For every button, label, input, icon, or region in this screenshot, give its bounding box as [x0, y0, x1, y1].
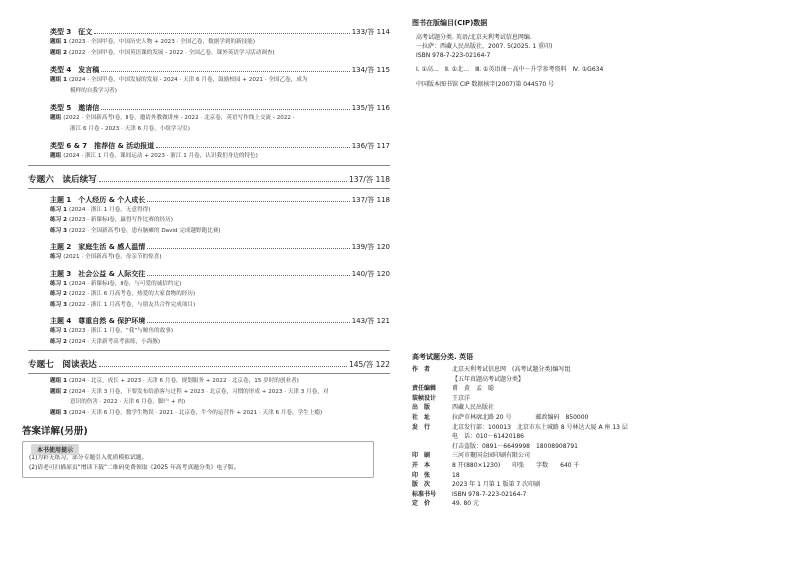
cip-line: 中国版本图书馆 CIP 数据核字(2007)第 044570 号 [416, 81, 555, 89]
colophon-key: 装帧设计 [412, 394, 437, 402]
exercise-tag: 题组 1 [50, 77, 68, 83]
colophon-key [412, 442, 452, 452]
cip-line: ISBN 978-7-223-02164-7 [416, 51, 491, 59]
exercise-text: (2023 · 新课标Ⅰ卷，赢得写作比赛的经历) [69, 217, 173, 223]
colophon-row [412, 490, 782, 500]
colophon-key: 责任编辑 [412, 385, 437, 393]
colophon-key: 版 次 [412, 481, 431, 489]
exercise-tag: 练习 2 [50, 291, 68, 297]
toc-section-entry-label: 类型 4 发言稿 [50, 66, 100, 74]
topic-six-entry-label: 专题六 读后续写 [28, 174, 97, 185]
toc-exercise-line [28, 387, 390, 398]
exercise-tag: 练习 1 [50, 328, 68, 334]
exercise-tag: 题组 3 [50, 409, 68, 416]
toc-theme-entry-leader-dots [147, 248, 349, 249]
topic-seven-entry-label: 专题七 阅读表达 [28, 360, 97, 370]
colophon-value: 三河市聚国金园印刷有限公司 [452, 452, 531, 460]
colophon-block [412, 352, 782, 509]
exercise-tag: 题组 2 [50, 49, 68, 56]
toc-theme-entry-page: 140/答 120 [351, 269, 390, 278]
toc-exercise-line [28, 75, 390, 86]
section-divider [28, 373, 390, 374]
toc-theme-entry-page: 139/答 120 [351, 243, 390, 251]
colophon-row [412, 442, 782, 452]
exercise-text: (2022 · 浙江 6 月高考卷，热爱的大家食物的经历) [69, 291, 196, 297]
exercise-tag: 练习 3 [50, 301, 68, 308]
toc-section-entry-label: 类型 6 & 7 推荐信 & 活动报道 [50, 142, 155, 150]
exercise-tag: 练习 2 [50, 217, 68, 223]
colophon-key: 作 者 [412, 366, 431, 373]
exercise-text: (2024 · 全国甲卷，中国发展的发展 - 2024 · 天津 6 月卷，鼓励校园 + 2021 · 全国乙卷，成为 [69, 77, 308, 83]
colophon-value: ISBN 978-7-223-02164-7 [452, 490, 527, 498]
colophon-key: 印 张 [412, 471, 431, 479]
toc-section-entry-leader-dots [94, 33, 349, 34]
colophon-key: 开 本 [412, 461, 431, 469]
toc-section-entry-page: 133/答 114 [351, 28, 390, 36]
toc-section-entry-page: 136/答 117 [351, 142, 390, 150]
toc-section-entry-leader-dots [101, 109, 349, 110]
toc-theme-entry-page: 137/答 118 [351, 195, 390, 204]
colophon-key: 定 价 [412, 500, 431, 508]
toc-exercise-continuation: 浙江 6 月卷 - 2023 · 天津 6 月卷，小组学习室) [70, 125, 190, 132]
topic-seven-entry-page: 145/答 122 [348, 360, 390, 369]
exercise-text: (2024 · 天津新考高考演练，小海豚) [69, 338, 161, 345]
toc-section-entry[interactable] [28, 99, 390, 113]
cip-line: 高考试题分类. 英语/北京天利考试信息网编. [416, 34, 532, 41]
exercise-text: (2023 · 浙江 1 月卷，“我”与鲸鱼的故事) [69, 328, 174, 334]
exercise-tag: 练习 [50, 254, 62, 260]
topic-six-entry-leader-dots [99, 181, 347, 182]
colophon-value: 西藏人民出版社 [452, 404, 495, 412]
toc-section-entry-page: 135/答 116 [351, 104, 390, 112]
exercise-text: (2022 · 浙江 1 月高考卷，与朋友共合作完成项目) [69, 301, 196, 308]
exercise-tag: 题组 1 [50, 39, 68, 45]
colophon-row [412, 403, 782, 413]
exercise-tag: 练习 1 [50, 280, 68, 287]
section-divider [28, 165, 390, 166]
colophon-value: 49. 80 元 [452, 500, 479, 508]
colophon-value: 【五年真题高考试题分类】 [452, 375, 525, 383]
topic-seven-entry-leader-dots [99, 366, 347, 367]
colophon-value: 北京发行部：100013 北京市东土城路 8 号林达大厦 A 座 13 层 [452, 423, 628, 431]
toc-exercise-line [28, 215, 390, 226]
toc-theme-entry-label: 主题 2 家庭生活 & 感人温情 [50, 243, 146, 251]
toc-theme-entry-leader-dots [147, 275, 349, 276]
section-divider [28, 350, 390, 351]
exercise-text: (2024 · 天津 6 月卷，数学生物误 · 2021 · 北京卷，牛今的运营作 + 2021 · 天津 6 月卷，学生上瘾) [69, 409, 323, 416]
exercise-text: (2024 · 天津 3 月卷，下要发布给游客与过程 + 2023 · 北京卷，习惯的形成 + 2023 · 天津 3 月卷，对 [69, 388, 329, 395]
cip-title: 图书在版编目(CIP)数据 [412, 19, 488, 27]
colophon-row [412, 375, 782, 385]
toc-exercise-continuation: 模样的自我学习者) [70, 87, 117, 94]
topic-seven-entry[interactable] [28, 353, 390, 370]
toc-section-entry[interactable] [28, 137, 390, 151]
topic-six-entry[interactable] [28, 168, 390, 185]
usage-note-line: (1)为彩无纸习，部分专题引入优质模拟试题。 [29, 455, 148, 461]
exercise-text: (2024 · 浙江 1 月卷，无意得得) [69, 206, 151, 213]
colophon-key: 发 行 [412, 423, 431, 431]
exercise-text: (2021 · 全国新高考Ⅰ卷，母亲节的惊喜) [63, 254, 162, 260]
exercise-text: (2024 · 新课标Ⅰ卷，Ⅱ卷，与可爱的诚信约定) [69, 280, 182, 287]
toc-exercise-line [28, 289, 390, 300]
toc-exercise-line [28, 48, 390, 59]
exercise-tag: 练习 2 [50, 338, 68, 345]
cip-line: Ⅰ. ①高… Ⅱ. ①北… Ⅲ. ①英语课－高中－升学参考资料 Ⅳ. ①G634 [416, 66, 604, 74]
colophon-value: 电 话：010－61420186 [452, 433, 524, 441]
toc-section-entry-label: 类型 5 邀请信 [50, 104, 100, 112]
toc-exercise-line [28, 408, 390, 419]
exercise-text: (2023 · 全国甲卷，中国历史人物 + 2023 · 全国乙卷，数据学到的新技能) [69, 39, 256, 45]
toc-section-entry[interactable] [28, 61, 390, 75]
toc-exercise-line [28, 151, 390, 162]
toc-exercise-line [28, 252, 390, 263]
colophon-row [412, 394, 782, 404]
colophon-value: 2023 年 1 月第 1 版第 7 次印刷 [452, 481, 541, 489]
usage-note-line: (2)请老可扫描原页“增读下载”二维码免费领取《2025 年高考真题分类》电子版。 [29, 464, 240, 471]
colophon-key [412, 432, 452, 442]
section-divider [28, 188, 390, 189]
toc-exercise-continuation: 意识的伤害 · 2022 · 天津 6 月卷，脚户 + 肉) [70, 399, 186, 405]
toc-exercise-line [28, 376, 390, 387]
cip-data-block [412, 18, 782, 90]
toc-theme-entry-label: 主题 4 尊重自然 & 保护环境 [50, 317, 146, 325]
toc-exercise-line [28, 300, 390, 311]
colophon-row [412, 423, 782, 433]
toc-section-entry-leader-dots [156, 147, 350, 148]
exercise-tag: 题组 2 [50, 388, 68, 395]
colophon-value: 8 开(880×1230) 印张 字数 640 千 [452, 461, 580, 469]
colophon-book-title: 高考试题分类. 英语 [412, 353, 474, 361]
toc-theme-entry-label: 主题 1 个人经历 & 个人成长 [50, 195, 146, 204]
colophon-row [412, 413, 782, 423]
exercise-tag: 练习 3 [50, 227, 68, 234]
exercise-tag: 练习 1 [50, 206, 68, 213]
toc-theme-entry[interactable] [28, 192, 390, 205]
toc-theme-entry[interactable] [28, 266, 390, 279]
toc-section-entry-page: 134/答 115 [351, 66, 390, 74]
colophon-row [412, 480, 782, 490]
exercise-text: (2024 · 北京，成长 + 2023 · 天津 6 月卷，规划服务 + 2022 · 北京卷，15 岁时的创业者) [69, 378, 299, 384]
exercise-text: (2022 · 全国甲卷，中国英语课的发展 - 2022 · 全国乙卷，课外英语学习活动调查) [69, 49, 275, 56]
exercise-text: (2024 · 浙江 1 月卷，课间运动 + 2023 · 浙江 1 月卷，认识我们身边的特色) [63, 153, 258, 159]
colophon-row [412, 499, 782, 509]
toc-theme-entry-label: 主题 3 社会公益 & 人际交往 [50, 269, 146, 278]
colophon-key [412, 375, 452, 385]
toc-theme-entry-leader-dots [147, 322, 349, 323]
answers-title: 答案详解(另册) [22, 426, 88, 437]
exercise-tag: 题组 1 [50, 378, 68, 384]
toc-exercise-line [28, 37, 390, 48]
exercise-text: (2022 · 全国新高考Ⅰ卷，患有脑瘫的 David 完成越野跑比赛) [69, 227, 221, 234]
colophon-row [412, 432, 782, 442]
colophon-value: 18 [452, 471, 460, 479]
colophon-key: 出 版 [412, 404, 431, 412]
toc-theme-entry-page: 143/答 121 [351, 317, 390, 325]
usage-note-heading: 本书使用提示 [31, 444, 79, 455]
toc-exercise-line [28, 337, 390, 348]
colophon-row [412, 451, 782, 461]
colophon-value: 甫 黄 孟 聪 [452, 385, 495, 393]
colophon-key: 标准书号 [412, 490, 437, 498]
colophon-value: 北京天利考试信息网 (高考试题分类)编写组 [452, 366, 571, 373]
colophon-value: 王京洋 [452, 394, 471, 402]
colophon-row [412, 461, 782, 471]
colophon-row [412, 384, 782, 394]
table-of-contents [22, 20, 390, 478]
colophon-key: 社 址 [412, 413, 431, 421]
colophon-row [412, 365, 782, 375]
toc-exercise-line [28, 279, 390, 290]
usage-note-box [22, 441, 374, 478]
toc-theme-entry-leader-dots [147, 201, 349, 202]
cip-line: 一拉萨：西藏人民出版社，2007. 5(2025. 1 重印) [416, 42, 553, 50]
colophon-value: 打击盗版：0891－6649998 18008908791 [452, 442, 578, 450]
exercise-tag: 题组 [50, 153, 62, 159]
toc-exercise-line [28, 226, 390, 237]
colophon-value: 拉萨市林廓北路 20 号 邮政编码 850000 [452, 413, 589, 421]
toc-theme-entry[interactable] [28, 239, 390, 252]
colophon-row [412, 471, 782, 481]
toc-exercise-line [28, 326, 390, 337]
toc-exercise-line [28, 113, 390, 124]
toc-section-entry[interactable] [28, 23, 390, 37]
topic-six-entry-page: 137/答 118 [348, 174, 390, 184]
toc-theme-entry[interactable] [28, 313, 390, 326]
toc-section-entry-label: 类型 3 征文 [50, 28, 93, 36]
toc-section-entry-leader-dots [101, 71, 349, 72]
exercise-text: (2022 · 全国新高考Ⅰ卷，Ⅱ卷，邀请外教做讲座 - 2022 · 北京卷，英语写作线上交流 - 2022 · [63, 115, 295, 121]
toc-exercise-line [28, 205, 390, 216]
exercise-tag: 题组 [50, 115, 62, 121]
colophon-key: 印 刷 [412, 452, 431, 460]
